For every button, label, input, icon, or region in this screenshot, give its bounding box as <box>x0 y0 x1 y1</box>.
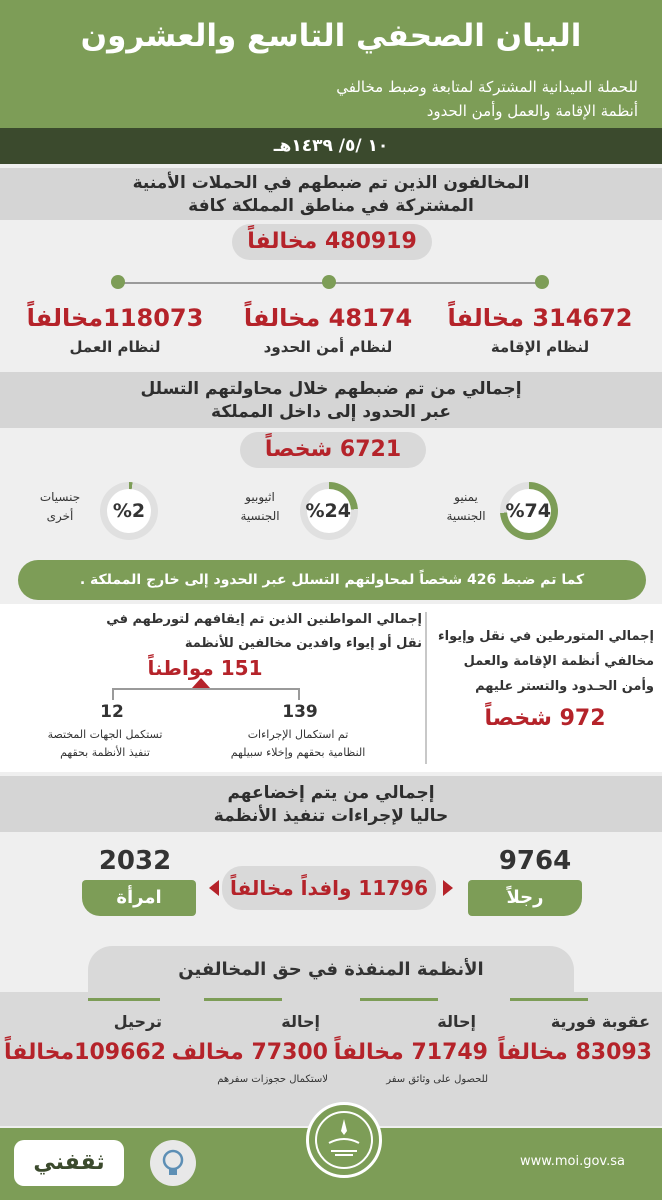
section3-right-line1: إجمالي المتورطين في نقل وإيواء <box>438 629 654 644</box>
action-3-title: إحالة <box>281 1012 320 1031</box>
section3-left-line1: إجمالي المواطنين الذين تم إيقافهم لتورطهم في <box>106 612 422 627</box>
page-title: البيان الصحفي التاسع والعشرون <box>80 18 582 54</box>
action-1-value: 83093 مخالفاً <box>497 1040 652 1065</box>
section1-heading-line1: المخالفون الذين تم ضبطهم في الحملات الأمنية <box>132 173 530 193</box>
stat-border <box>228 304 428 356</box>
stat-labor-value: 118073مخالفاً <box>26 304 204 332</box>
branch1-value: 139 <box>282 702 318 722</box>
dot-labor <box>111 275 125 289</box>
header <box>0 0 662 128</box>
section2-total: 6721 شخصاً <box>240 432 426 468</box>
section3-right-line3: وأمن الحـدود والتستر عليهم <box>475 679 654 694</box>
ring-yemeni-label-line1: يمنيو <box>454 490 478 504</box>
stat-residency-value: 314672 مخالفاً <box>447 304 633 332</box>
date-bar: ١٠ /٥/ ١٤٣٩هـ <box>0 128 662 164</box>
arrow-right-marker <box>443 880 453 896</box>
section2-heading <box>0 372 662 428</box>
branch-line <box>112 688 300 690</box>
branch2-text <box>10 726 200 762</box>
lightbulb-icon <box>150 1140 196 1186</box>
bar-3 <box>204 998 282 1001</box>
branch-arrow <box>192 678 210 688</box>
branch1-line1: تم استكمال الإجراءات <box>247 728 349 741</box>
section5-heading: الأنظمة المنفذة في حق المخالفين <box>88 946 574 994</box>
action-3-note: لاستكمال حجوزات سفرهم <box>217 1074 328 1085</box>
women-value: 2032 <box>98 846 172 876</box>
bar-4 <box>88 998 160 1001</box>
ring-other <box>100 482 158 540</box>
subtitle-line-1: للحملة الميدانية المشتركة لمتابعة وضبط مخالفي <box>336 78 638 96</box>
action-2-title: إحالة <box>437 1012 476 1031</box>
women-label: امرأة <box>82 880 196 916</box>
branch-tick-left <box>112 688 114 700</box>
action-2-note: للحصول على وثائق سفر <box>386 1074 488 1085</box>
section3-right-line2: مخالفي أنظمة الإقامة والعمل <box>463 654 654 669</box>
action-4-title: ترحيل <box>113 1012 162 1031</box>
stat-labor <box>10 304 220 356</box>
action-1-title: عقوبة فورية <box>550 1012 650 1031</box>
action-2-value: 71749 مخالفاً <box>333 1040 488 1065</box>
ring-ethiopian <box>300 482 358 540</box>
ring-yemeni-percent: %74 <box>507 489 551 533</box>
dot-residency <box>535 275 549 289</box>
exit-note: كما تم ضبط 426 شخصاً لمحاولتهم التسلل عبر الحدود إلى خارج المملكة . <box>18 560 646 600</box>
branch2-line1: تستكمل الجهات المختصة <box>47 728 163 741</box>
action-3-value: 77300 مخالف <box>171 1040 328 1065</box>
ring-other-label-line1: جنسيات <box>39 490 81 504</box>
stat-residency-label: لنظام الإقامة <box>490 338 590 356</box>
ring-other-percent: %2 <box>107 489 151 533</box>
ring-other-label <box>30 488 90 526</box>
bar-1 <box>510 998 588 1001</box>
ring-ethiopian-label-line1: اثيوبيو <box>245 490 275 504</box>
bar-2 <box>360 998 438 1001</box>
emblem-graphic <box>309 1105 379 1175</box>
section1-heading-line2: المشتركة في مناطق المملكة كافة <box>188 196 474 216</box>
branch1-text <box>196 726 400 762</box>
ring-ethiopian-percent: %24 <box>307 489 351 533</box>
section3-left-line2: نقل أو إيواء وافدين مخالفين للأنظمة <box>184 636 422 651</box>
ring-yemeni-label-line2: الجنسية <box>446 509 486 523</box>
section4-heading-line2: حاليا لإجراءات تنفيذ الأنظمة <box>213 806 449 826</box>
footer <box>0 1128 662 1200</box>
dot-border <box>322 275 336 289</box>
branch-tick-right <box>298 688 300 700</box>
section4-heading-line1: إجمالي من يتم إخضاعهم <box>227 783 435 803</box>
brand-text: ثقفني <box>33 1150 105 1175</box>
section4-heading <box>0 776 662 832</box>
arrow-left-marker <box>209 880 219 896</box>
men-value: 9764 <box>498 846 572 876</box>
ministry-emblem-icon <box>306 1102 382 1178</box>
section4-total: 11796 وافداً مخالفاً <box>222 866 436 910</box>
section3-left-text <box>12 608 422 656</box>
section1-heading <box>0 168 662 220</box>
stat-labor-label: لنظام العمل <box>69 338 161 356</box>
stat-residency <box>440 304 640 356</box>
lightbulb-graphic <box>150 1140 196 1186</box>
stat-border-label: لنظام أمن الحدود <box>263 338 393 356</box>
ring-ethiopian-label <box>230 488 290 526</box>
branch2-value: 12 <box>100 702 124 722</box>
ring-yemeni-label <box>438 488 494 526</box>
ring-other-label-line2: أخرى <box>46 509 74 523</box>
section3-divider <box>425 612 427 764</box>
website-url[interactable]: www.moi.gov.sa <box>520 1154 625 1169</box>
section2-heading-line1: إجمالي من تم ضبطهم خلال محاولتهم التسلل <box>140 379 522 399</box>
ring-yemeni <box>500 482 558 540</box>
section3-right-total: 972 شخصاً <box>484 706 606 731</box>
men-label: رجلاً <box>468 880 582 916</box>
stat-border-value: 48174 مخالفاً <box>243 304 413 332</box>
action-4-value: 109662مخالفاً <box>4 1040 166 1065</box>
section3-right-text <box>432 624 654 699</box>
subtitle-line-2: أنظمة الإقامة والعمل وأمن الحدود <box>426 102 638 120</box>
section2-heading-line2: عبر الحدود إلى داخل المملكة <box>211 402 451 422</box>
section3-left-total: 151 مواطناً <box>147 656 263 680</box>
ring-ethiopian-label-line2: الجنسية <box>240 509 280 523</box>
brand-logo <box>14 1140 124 1186</box>
branch2-line2: تنفيذ الأنظمة بحقهم <box>60 746 150 759</box>
branch1-line2: النظامية بحقهم وإخلاء سبيلهم <box>230 746 366 759</box>
section1-total: 480919 مخالفاً <box>232 224 432 260</box>
